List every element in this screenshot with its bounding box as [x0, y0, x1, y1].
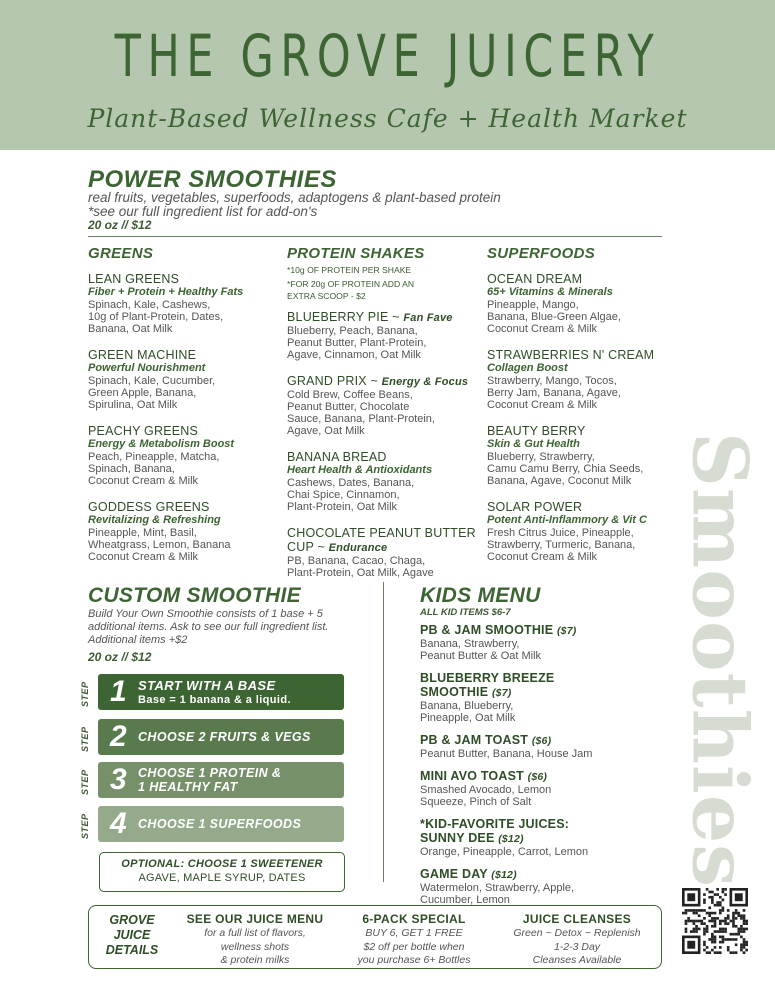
superfoods-heading: SUPERFOODS	[487, 245, 596, 262]
menu-item-ingredients: Peanut Butter, Plant-Protein,	[287, 337, 427, 349]
footer-cell-text: BUY 6, GET 1 FREE	[365, 927, 463, 939]
greens-list	[88, 272, 288, 563]
kids-item-ingredients: Cucumber, Lemon	[420, 894, 510, 906]
menu-item-ingredients: Berry Jam, Banana, Agave,	[487, 387, 621, 399]
optional-sweetener-list: AGAVE, MAPLE SYRUP, DATES	[138, 872, 306, 884]
kids-menu-note: ALL KID ITEMS $6-7	[420, 607, 511, 618]
greens-column	[88, 245, 288, 576]
kids-item-name	[420, 733, 660, 748]
grove-juice-details	[89, 913, 175, 958]
step-number: 4	[110, 807, 127, 840]
optional-sweetener-title: OPTIONAL: CHOOSE 1 SWEETENER	[121, 858, 323, 870]
kids-menu-title: KIDS MENU	[420, 584, 541, 607]
menu-item-name-text: SOLAR POWER	[487, 500, 583, 514]
smoothies-watermark	[645, 431, 775, 889]
menu-item-ingredients: Coconut Cream & Milk	[487, 323, 598, 335]
step-subtitle: Base = 1 banana & a liquid.	[138, 694, 291, 706]
menu-item	[287, 526, 487, 579]
kids-menu-list	[420, 623, 660, 915]
menu-item-ingredients: Pineapple, Mango,	[487, 299, 579, 311]
footer-cell	[493, 912, 661, 967]
kids-item-name-text: PB & JAM TOAST	[420, 733, 532, 747]
power-smoothies-subtitle: real fruits, vegetables, superfoods, adaptogens & plant-based protein	[88, 190, 501, 205]
power-smoothies-title: POWER SMOOTHIES	[88, 166, 337, 193]
menu-item-name-text: OCEAN DREAM	[487, 272, 583, 286]
kids-menu-item	[420, 671, 660, 724]
custom-smoothie-title: CUSTOM SMOOTHIE	[88, 584, 301, 607]
menu-item-benefit: Heart Health & Antioxidants	[287, 464, 433, 476]
kids-item-name	[420, 623, 660, 638]
step-4-bar	[98, 806, 344, 842]
kids-item-price: ($6)	[531, 735, 552, 747]
menu-item-ingredients: Cold Brew, Coffee Beans,	[287, 389, 413, 401]
step-2-bar	[98, 719, 344, 755]
greens-heading: GREENS	[88, 245, 154, 262]
menu-item	[487, 272, 687, 335]
menu-item-ingredients: Banana, Agave, Coconut Milk	[487, 475, 632, 487]
step-label: STEP	[80, 681, 90, 707]
footer-cell-text: you purchase 6+ Bottles	[357, 954, 471, 966]
brand-tagline: Plant-Based Wellness Cafe + Health Market	[87, 104, 688, 133]
menu-item-ingredients: Plant-Protein, Oat Milk	[287, 501, 398, 513]
step-number: 2	[110, 720, 127, 753]
menu-item-name-text: BLUEBERRY PIE ~	[287, 310, 404, 324]
menu-item-ingredients: Blueberry, Strawberry,	[487, 451, 595, 463]
menu-item-name-text: GRAND PRIX ~	[287, 374, 382, 388]
menu-item-ingredients: Peanut Butter, Chocolate	[287, 401, 410, 413]
menu-item	[487, 348, 687, 411]
power-smoothies-price: 20 oz // $12	[88, 218, 152, 232]
menu-item-name	[88, 272, 288, 286]
menu-item-ingredients: Camu Camu Berry, Chia Seeds,	[487, 463, 644, 475]
brand-title: THE GROVE JUICERY	[114, 22, 661, 90]
menu-item-name	[88, 424, 288, 438]
menu-item-name	[487, 272, 687, 286]
kids-item-price: ($6)	[527, 771, 548, 783]
kids-item-ingredients: Banana, Blueberry,	[420, 700, 514, 712]
menu-item-name	[88, 348, 288, 362]
kids-item-ingredients: Squeeze, Pinch of Salt	[420, 796, 532, 808]
step-label: STEP	[80, 813, 90, 839]
menu-item-ingredients: Fresh Citrus Juice, Pineapple,	[487, 527, 634, 539]
menu-item-highlight: Energy & Focus	[381, 376, 469, 388]
kids-menu-item	[420, 817, 660, 858]
menu-item-ingredients: Spinach, Kale, Cashews,	[88, 299, 211, 311]
step-text	[138, 679, 291, 707]
kids-menu-item	[420, 867, 660, 906]
step-number: 3	[110, 763, 127, 796]
kids-item-price: ($7)	[556, 625, 577, 637]
kids-item-ingredients: Peanut Butter, Banana, House Jam	[420, 748, 593, 760]
details-label: DETAILS	[105, 943, 159, 957]
footer-cell-text: Green ~ Detox ~ Replenish	[513, 927, 641, 939]
footer-cell-text: Cleanses Available	[532, 954, 622, 966]
menu-item-benefit: Revitalizing & Refreshing	[88, 514, 221, 526]
kids-item-name	[420, 867, 660, 882]
juice-label: JUICE	[113, 928, 151, 942]
menu-item-ingredients: Cashews, Dates, Banana,	[287, 477, 415, 489]
step-text	[138, 766, 281, 794]
section-divider	[88, 236, 662, 237]
menu-item-highlight: Endurance	[328, 542, 388, 554]
menu-item	[287, 310, 487, 361]
step-text	[138, 719, 311, 755]
menu-item-benefit: Skin & Gut Health	[487, 438, 580, 450]
kids-item-ingredients: Peanut Butter & Oat Milk	[420, 650, 542, 662]
kids-item-ingredients: Smashed Avocado, Lemon	[420, 784, 552, 796]
footer-cell-text: $2 off per bottle when	[363, 940, 465, 953]
menu-item	[88, 424, 288, 487]
menu-item-name-text: CHOCOLATE PEANUT BUTTER CUP ~	[287, 526, 476, 554]
footer-cell-text: wellness shots	[220, 940, 290, 953]
custom-smoothie-price: 20 oz // $12	[88, 650, 152, 664]
protein-column	[287, 245, 487, 592]
protein-note: *10g OF PROTEIN PER SHAKE	[287, 265, 412, 275]
menu-item-ingredients: Coconut Cream & Milk	[88, 475, 199, 487]
menu-item-benefit: Potent Anti-Inflammory & Vit C	[487, 514, 647, 526]
footer-cell-title: JUICE CLEANSES	[522, 912, 632, 926]
step-label: STEP	[80, 769, 90, 795]
kids-item-name	[420, 769, 660, 784]
footer-cell-text: & protein milks	[220, 954, 290, 966]
smoothies-watermark-text: Smoothies	[675, 431, 765, 889]
kids-item-name	[420, 817, 570, 846]
kids-item-ingredients: Pineapple, Oat Milk	[420, 712, 516, 724]
menu-item-ingredients: Sauce, Banana, Plant-Protein,	[287, 413, 435, 425]
power-smoothies-note: *see our full ingredient list for add-on's	[88, 204, 318, 219]
menu-item-benefit: Fiber + Protein + Healthy Fats	[88, 286, 244, 298]
menu-item-name	[287, 310, 487, 325]
menu-item-name	[487, 424, 687, 438]
kids-item-name-text: PB & JAM SMOOTHIE	[420, 623, 557, 637]
kids-item-name-text: GAME DAY	[420, 867, 492, 881]
menu-item-ingredients: 10g of Plant-Protein, Dates,	[88, 311, 224, 323]
menu-item-benefit: Powerful Nourishment	[88, 362, 206, 374]
step-1-bar	[98, 674, 344, 710]
step-title: START WITH A BASE	[138, 678, 276, 693]
menu-item-ingredients: Wheatgrass, Lemon, Banana	[88, 539, 231, 551]
menu-item-ingredients: Banana, Oat Milk	[88, 323, 173, 335]
menu-item-ingredients: Spinach, Banana,	[88, 463, 175, 475]
menu-item-ingredients: Coconut Cream & Milk	[487, 399, 598, 411]
menu-item-name-text: STRAWBERRIES N' CREAM	[487, 348, 655, 362]
menu-item-ingredients: Coconut Cream & Milk	[88, 551, 199, 563]
menu-item-ingredients: PB, Banana, Cacao, Chaga,	[287, 555, 426, 567]
step-number: 1	[110, 675, 127, 708]
menu-item	[287, 450, 487, 513]
menu-item-ingredients: Spinach, Kale, Cucumber,	[88, 375, 216, 387]
menu-item-name-text: GODDESS GREENS	[88, 500, 210, 514]
kids-item-name	[420, 671, 570, 700]
menu-item-ingredients: Strawberry, Mango, Tocos,	[487, 375, 617, 387]
menu-item-ingredients: Agave, Cinnamon, Oat Milk	[287, 349, 421, 361]
menu-item	[287, 374, 487, 437]
menu-item-name-text: BEAUTY BERRY	[487, 424, 586, 438]
menu-item-highlight: Fan Fave	[403, 312, 453, 324]
menu-item-name-text: LEAN GREENS	[88, 272, 180, 286]
menu-item-name	[287, 526, 487, 555]
menu-item-name	[487, 348, 687, 362]
step-3-bar	[98, 762, 344, 798]
step-subtitle: 1 HEALTHY FAT	[138, 780, 238, 794]
step-text	[138, 806, 301, 842]
menu-item-ingredients: Banana, Blue-Green Algae,	[487, 311, 621, 323]
menu-item-name	[287, 374, 487, 389]
kids-menu-item	[420, 769, 660, 808]
step-label: STEP	[80, 726, 90, 752]
kids-item-name-text: *KID-FAVORITE JUICES: SUNNY DEE	[420, 817, 570, 845]
menu-item-ingredients: Plant-Protein, Oat Milk, Agave	[287, 567, 434, 579]
footer-cell-title: 6-PACK SPECIAL	[362, 912, 466, 926]
menu-item-ingredients: Coconut Cream & Milk	[487, 551, 598, 563]
footer-cell	[335, 912, 493, 967]
kids-menu-item	[420, 733, 660, 760]
menu-item-ingredients: Pineapple, Mint, Basil,	[88, 527, 197, 539]
kids-menu-item	[420, 623, 660, 662]
footer-cell-text: for a full list of flavors,	[204, 927, 306, 939]
menu-item-ingredients: Blueberry, Peach, Banana,	[287, 325, 418, 337]
menu-item-ingredients: Strawberry, Turmeric, Banana,	[487, 539, 636, 551]
header-banner	[0, 0, 775, 150]
kids-item-ingredients: Watermelon, Strawberry, Apple,	[420, 882, 575, 894]
protein-list	[287, 310, 487, 579]
footer-cell-text: 1-2-3 Day	[553, 940, 601, 953]
menu-item-name-text: GREEN MACHINE	[88, 348, 197, 362]
kids-item-ingredients: Orange, Pineapple, Carrot, Lemon	[420, 846, 589, 858]
kids-item-price: ($12)	[498, 833, 524, 845]
footer-cell	[175, 912, 335, 967]
menu-item-name	[88, 500, 288, 514]
menu-item-ingredients: Green Apple, Banana,	[88, 387, 197, 399]
menu-item-benefit: Energy & Metabolism Boost	[88, 438, 235, 450]
menu-item-ingredients: Agave, Oat Milk	[287, 425, 365, 437]
protein-heading: PROTEIN SHAKES	[287, 245, 425, 262]
menu-item	[88, 272, 288, 335]
menu-item	[88, 500, 288, 563]
protein-extra-note: *FOR 20g OF PROTEIN ADD AN EXTRA SCOOP - $2	[287, 279, 415, 301]
menu-item-benefit: 65+ Vitamins & Minerals	[487, 286, 613, 298]
custom-smoothie-description: Build Your Own Smoothie consists of 1 base + 5 additional items. Ask to see our full ingredient list. Additional items +$2	[88, 608, 329, 646]
kids-item-name-text: MINI AVO TOAST	[420, 769, 528, 783]
footer-cell-title: SEE OUR JUICE MENU	[186, 912, 324, 926]
juice-details-footer	[88, 905, 662, 969]
step-title: CHOOSE 1 SUPERFOODS	[138, 817, 302, 831]
kids-item-ingredients: Banana, Strawberry,	[420, 638, 520, 650]
menu-item-ingredients: Spirulina, Oat Milk	[88, 399, 178, 411]
menu-item	[88, 348, 288, 411]
kids-item-price: ($12)	[491, 869, 517, 881]
kids-item-name-text: BLUEBERRY BREEZE SMOOTHIE	[420, 671, 555, 699]
menu-item-benefit: Collagen Boost	[487, 362, 568, 374]
vertical-divider	[383, 582, 384, 882]
menu-item-name	[287, 450, 487, 464]
menu-item-name-text: PEACHY GREENS	[88, 424, 199, 438]
step-title: CHOOSE 2 FRUITS & VEGS	[138, 730, 311, 744]
menu-item-name-text: BANANA BREAD	[287, 450, 387, 464]
grove-label: GROVE	[109, 913, 155, 927]
optional-sweetener-box	[99, 852, 345, 892]
qr-code-icon[interactable]	[682, 888, 748, 954]
menu-item-ingredients: Peach, Pineapple, Matcha,	[88, 451, 220, 463]
menu-item-ingredients: Chai Spice, Cinnamon,	[287, 489, 400, 501]
step-title: CHOOSE 1 PROTEIN &	[138, 766, 282, 780]
kids-item-price: ($7)	[491, 687, 512, 699]
